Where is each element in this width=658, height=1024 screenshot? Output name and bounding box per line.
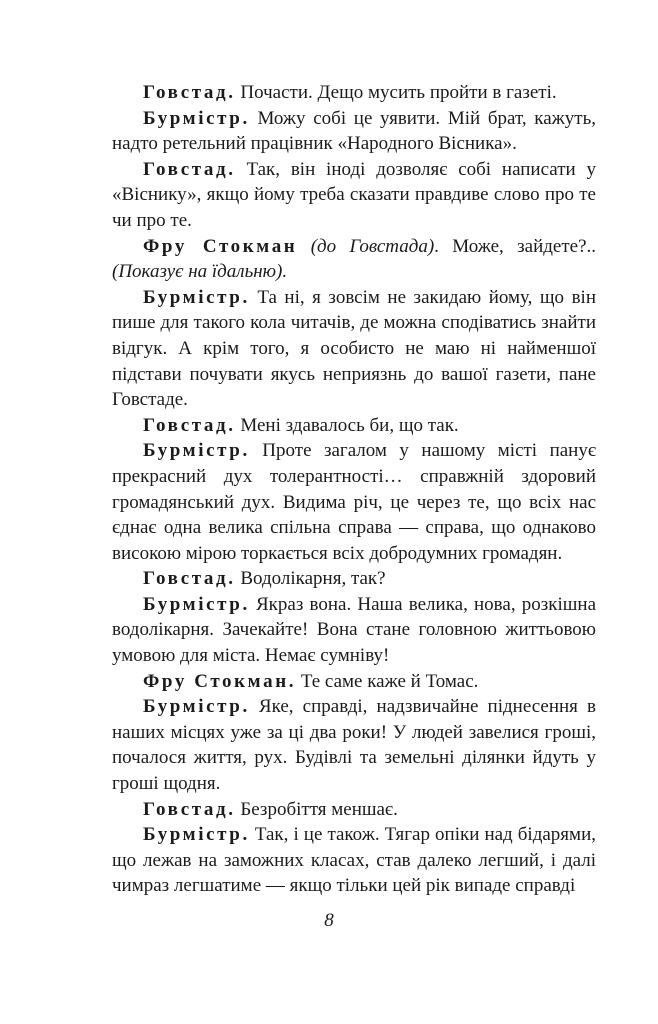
speaker-name: Говстад. — [143, 82, 236, 103]
speech-text: . Може, зайдете?.. — [434, 235, 597, 257]
speaker-name: Бурмістр. — [143, 107, 250, 129]
speaker-name: Бурмістр. — [143, 824, 250, 846]
dialogue-paragraph — [112, 669, 596, 695]
speaker-name: Бурмістр. — [143, 286, 250, 308]
dialogue-paragraph — [112, 438, 596, 566]
dialogue-paragraph — [112, 566, 596, 592]
speech-text: Якраз вона. Наша велика, нова, розкішна водолікарня. Зачекайте! Вона стане головною життьовою умовою для міста. Немає сумніву! — [112, 593, 596, 667]
speaker-name: Говстад. — [143, 158, 236, 180]
speaker-name: Говстад. — [143, 798, 236, 820]
dialogue-paragraph — [112, 106, 596, 157]
speech-text: Безробіття меншає. — [235, 798, 398, 820]
speaker-name: Говстад. — [143, 414, 236, 436]
speaker-name: Фру Стокман. — [143, 670, 297, 692]
dialogue-paragraph — [112, 157, 596, 234]
speaker-name: Говстад. — [143, 568, 236, 590]
speech-text: Мені здавалось би, що так. — [235, 414, 459, 436]
speech-text: Те саме каже й Томас. — [296, 670, 479, 692]
speech-text: Можу собі це уявити. Мій брат, кажуть, надто ретельний працівник «Народного Вісника». — [112, 107, 596, 155]
play-dialogue-text — [112, 80, 596, 899]
speaker-name: Фру Стокман — [143, 235, 298, 257]
speech-text: Проте загалом у нашому місті панує прекрасний дух толерантності… справжній здоровий громадянський дух. Видима річ, це через те, що всіх нас єднає одна велика спільна справа — справа, що однаково високою мірою торкається всіх добродумних громадян. — [112, 440, 596, 564]
speaker-name: Бурмістр. — [143, 696, 250, 718]
dialogue-paragraph — [112, 592, 596, 669]
speech-text: Так, і це також. Тягар опіки над бідарями, що лежав на заможних класах, став далеко легший, і далі чимраз легшатиме — якщо тільки цей рік випаде справді — [112, 824, 596, 897]
dialogue-paragraph — [112, 80, 596, 106]
speech-text — [297, 236, 310, 257]
speech-text: Так, він іноді дозволяє собі написати у «Віснику», якщо йому треба сказати правдиве слово про те чи про те. — [112, 158, 596, 231]
dialogue-paragraph — [112, 797, 596, 823]
dialogue-paragraph — [112, 694, 596, 796]
dialogue-paragraph — [112, 822, 596, 899]
speech-text: Та ні, я зовсім не закидаю йому, що він пише для такого кола читачів, де можна сподіватись знайти відгук. А крім того, я особисто не маю ні найменшої підстави почувати якусь неприязнь до вашої газети, пане Говстаде. — [112, 286, 596, 411]
speech-text: Почасти. Дещо мусить пройти в газеті. — [235, 82, 557, 103]
stage-direction: (Показує на їдальню). — [112, 261, 288, 283]
dialogue-paragraph — [112, 413, 596, 439]
dialogue-paragraph — [112, 285, 596, 413]
speaker-name: Бурмістр. — [143, 593, 250, 615]
speaker-name: Бурмістр. — [143, 440, 250, 462]
speech-text: Водолікарня, так? — [235, 568, 386, 590]
stage-direction: (до Говстада) — [310, 235, 435, 257]
speech-text: Яке, справді, надзвичайне піднесення в наших місцях уже за ці два роки! У людей завелися гроші, почалося життя, рух. Будівлі та земельні ділянки йдуть у гроші щодня. — [112, 696, 596, 795]
page-number: 8 — [324, 910, 334, 931]
dialogue-paragraph — [112, 234, 596, 285]
